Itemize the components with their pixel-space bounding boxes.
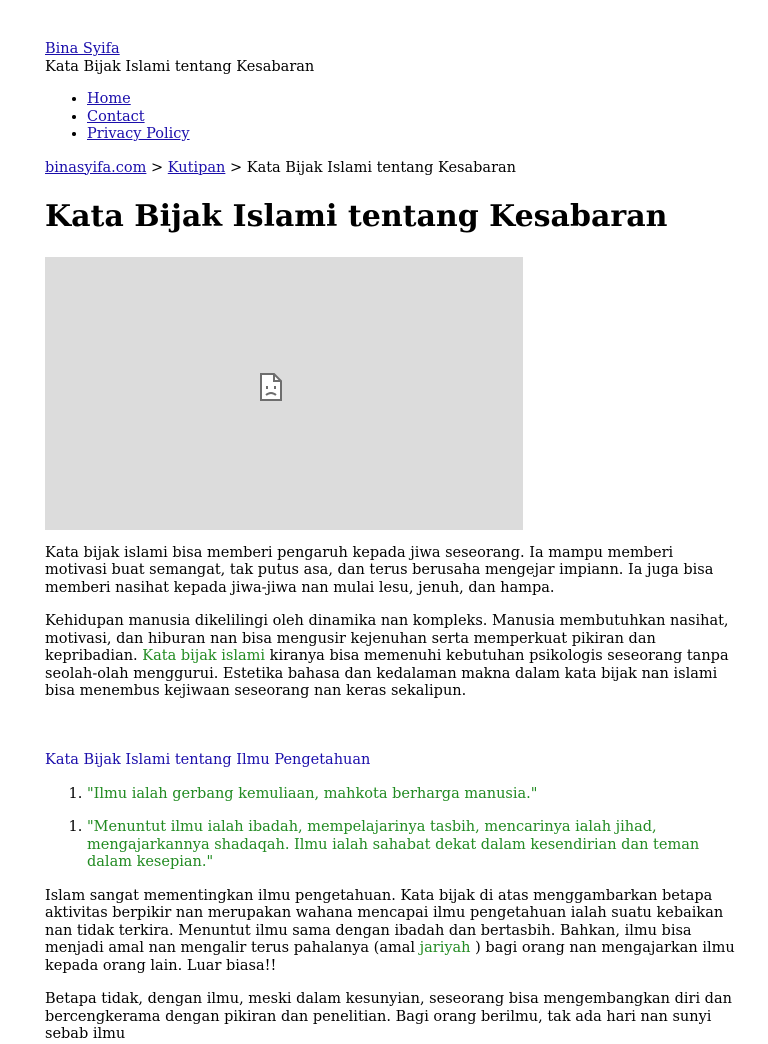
breadcrumb (45, 160, 735, 178)
section-heading: Kata Bijak Islami tentang Ilmu Pengetahuan (45, 751, 371, 768)
site-title-link[interactable]: Bina Syifa (45, 41, 120, 57)
broken-image-icon (259, 373, 283, 401)
page-content (45, 41, 735, 1044)
quote-list-1 (45, 786, 735, 804)
explanation-paragraph (45, 888, 735, 976)
nav-item-contact (87, 109, 735, 127)
nav-link-home[interactable]: Home (87, 91, 131, 107)
quote-list-2 (45, 819, 735, 872)
intro-paragraph: Kata bijak islami bisa memberi pengaruh kepada jiwa seseorang. Ia mampu memberi motivasi buat semangat, tak putus asa, dan terus berusaha mengejar impiann. Ia juga bisa memberi nasihat kepada jiwa-jiwa nan mulai lesu, jenuh, dan hampa. (45, 544, 714, 596)
breadcrumb-home-link[interactable]: binasyifa.com (45, 159, 147, 176)
breadcrumb-current: Kata Bijak Islami tentang Kesabaran (246, 159, 516, 176)
article-title: Kata Bijak Islami tentang Kesabaran (45, 198, 668, 234)
paragraph-text: Kehidupan manusia dikelilingi oleh dinamika nan kompleks. Manusia membutuhkan nasihat, motivasi, dan hiburan nan bisa mengusir kejenuhan serta memperkuat pikiran dan kepribadian. (45, 613, 729, 664)
breadcrumb-separator: > (225, 159, 247, 176)
main-nav (45, 91, 735, 144)
quote-item: 1. "Menuntut ilmu ialah ibadah, mempelajarinya tasbih, mencarinya ialah jihad, mengajarkannya shadaqah. Ilmu ialah sahabat dekat dalam kesendirian dan teman dalam kesepian." (87, 819, 735, 872)
closing-paragraph: Betapa tidak, dengan ilmu, meski dalam kesunyian, seseorang bisa mengembangkan diri dan bercengkerama dengan pikiran dan penelitian. Bagi orang berilmu, tak ada hari nan sunyi sebab ilmu (45, 991, 732, 1042)
paragraph-text: kiranya bisa memenuhi kebutuhan psikologis seseorang tanpa seolah-olah menggurui. Estetika bahasa dan kedalaman makna dalam kata bijak nan islami bisa menembus kejiwaan seseorang nan keras sekalipun. (45, 648, 729, 699)
inline-link-jariyah[interactable]: jariyah (419, 940, 476, 956)
context-paragraph (45, 613, 735, 701)
nav-link-privacy-policy[interactable]: Privacy Policy (87, 126, 190, 142)
quote-item: 1. "Ilmu ialah gerbang kemuliaan, mahkota berharga manusia." (87, 786, 735, 804)
paragraph-text: ) bagi orang nan mengajarkan ilmu kepada orang lain. Luar biasa!! (45, 940, 735, 974)
paragraph-text: Islam sangat mementingkan ilmu pengetahuan. Kata bijak di atas menggambarkan betapa aktivitas berpikir nan merupakan wahana mencapai ilmu pengetahuan ialah suatu kebaikan nan tidak terkira. Menuntut ilmu sama dengan ibadah dan bertasbih. Bahkan, ilmu bisa menjadi amal nan mengalir terus pahalanya (amal (45, 887, 724, 956)
site-tagline: Kata Bijak Islami tentang Kesabaran (45, 59, 315, 75)
nav-item-home (87, 91, 735, 109)
breadcrumb-separator: > (146, 159, 168, 176)
nav-item-privacy (87, 126, 735, 144)
inline-link-kata-bijak-islami[interactable]: Kata bijak islami (142, 648, 266, 664)
breadcrumb-category-link[interactable]: Kutipan (167, 159, 226, 176)
featured-image (45, 257, 523, 530)
nav-link-contact[interactable]: Contact (87, 108, 145, 125)
